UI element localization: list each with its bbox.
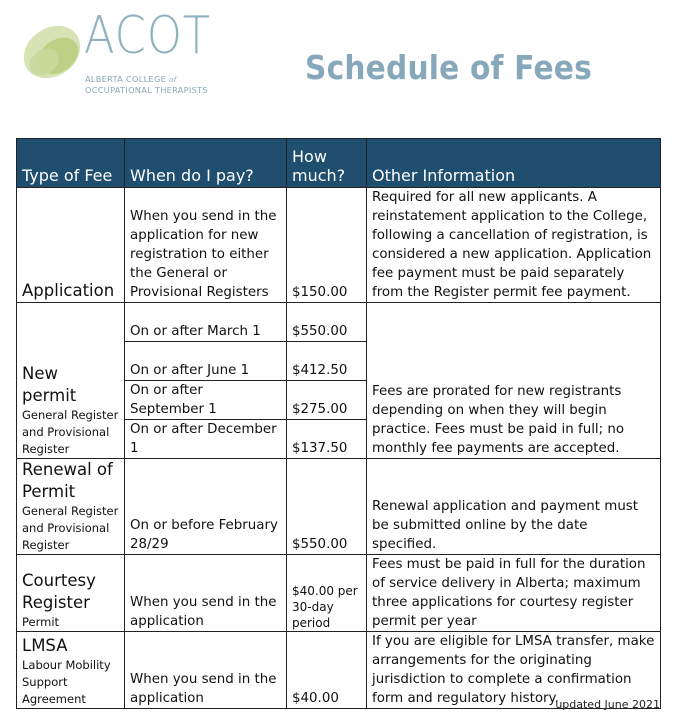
info-cell: Fees must be paid in full for the duration of service delivery in Alberta; maximum three applications for courtesy register permit per year [367, 555, 661, 632]
amount-cell: $275.00 [287, 381, 367, 420]
when-cell: When you send in the application [125, 632, 287, 709]
when-cell: On or after September 1 [125, 381, 287, 420]
info-cell: Fees are prorated for new registrants depending on when they will begin practice. Fees must be paid in full; no monthly fee payments are accepted. [367, 303, 661, 459]
type-renewal: Renewal of Permit General Register and Provisional Register [17, 459, 125, 555]
table-row [17, 303, 661, 342]
amount-cell: $550.00 [287, 459, 367, 555]
logo-leaf-icon [18, 16, 88, 94]
when-cell: When you send in the application for new registration to either the General or Provisional Registers [125, 188, 287, 303]
when-cell: On or after June 1 [125, 342, 287, 381]
amount-cell: $40.00 per 30-day period [287, 555, 367, 632]
when-cell: On or after March 1 [125, 303, 287, 342]
amount-cell: $550.00 [287, 303, 367, 342]
type-new-permit: New permit General Register and Provisional Register [17, 303, 125, 459]
table-row [17, 188, 661, 303]
table-row [17, 555, 661, 632]
type-application: Application [17, 188, 125, 303]
logo-subtitle: ALBERTA COLLEGE of OCCUPATIONAL THERAPISTS [85, 74, 208, 95]
logo-wordmark: ACOT [84, 6, 211, 66]
amount-cell: $40.00 [287, 632, 367, 709]
info-cell: Required for all new applicants. A reinstatement application to the College, following a cancellation of registration, is considered a new application. Application fee payment must be paid separately from the Register permit fee payment. [367, 188, 661, 303]
info-cell: Renewal application and payment must be submitted online by the date specified. [367, 459, 661, 555]
info-cell: If you are eligible for LMSA transfer, make arrangements for the originating jurisdiction to complete a confirmation form and regulatory history. [367, 632, 661, 709]
acot-logo [18, 6, 228, 104]
when-cell: On or after December 1 [125, 420, 287, 459]
header-how-much: How much? [287, 139, 367, 188]
header-when: When do I pay? [125, 139, 287, 188]
page-title: Schedule of Fees [305, 48, 592, 87]
header-type: Type of Fee [17, 139, 125, 188]
amount-cell: $412.50 [287, 342, 367, 381]
type-courtesy: Courtesy Register Permit [17, 555, 125, 632]
type-lmsa: LMSA Labour Mobility Support Agreement [17, 632, 125, 709]
table-header-row [17, 139, 661, 188]
table-row [17, 632, 661, 709]
updated-note: updated June 2021 [555, 698, 660, 711]
when-cell: On or before February 28/29 [125, 459, 287, 555]
when-cell: When you send in the application [125, 555, 287, 632]
fee-schedule-table [16, 138, 661, 709]
header-other: Other Information [367, 139, 661, 188]
table-row [17, 459, 661, 555]
amount-cell: $150.00 [287, 188, 367, 303]
amount-cell: $137.50 [287, 420, 367, 459]
